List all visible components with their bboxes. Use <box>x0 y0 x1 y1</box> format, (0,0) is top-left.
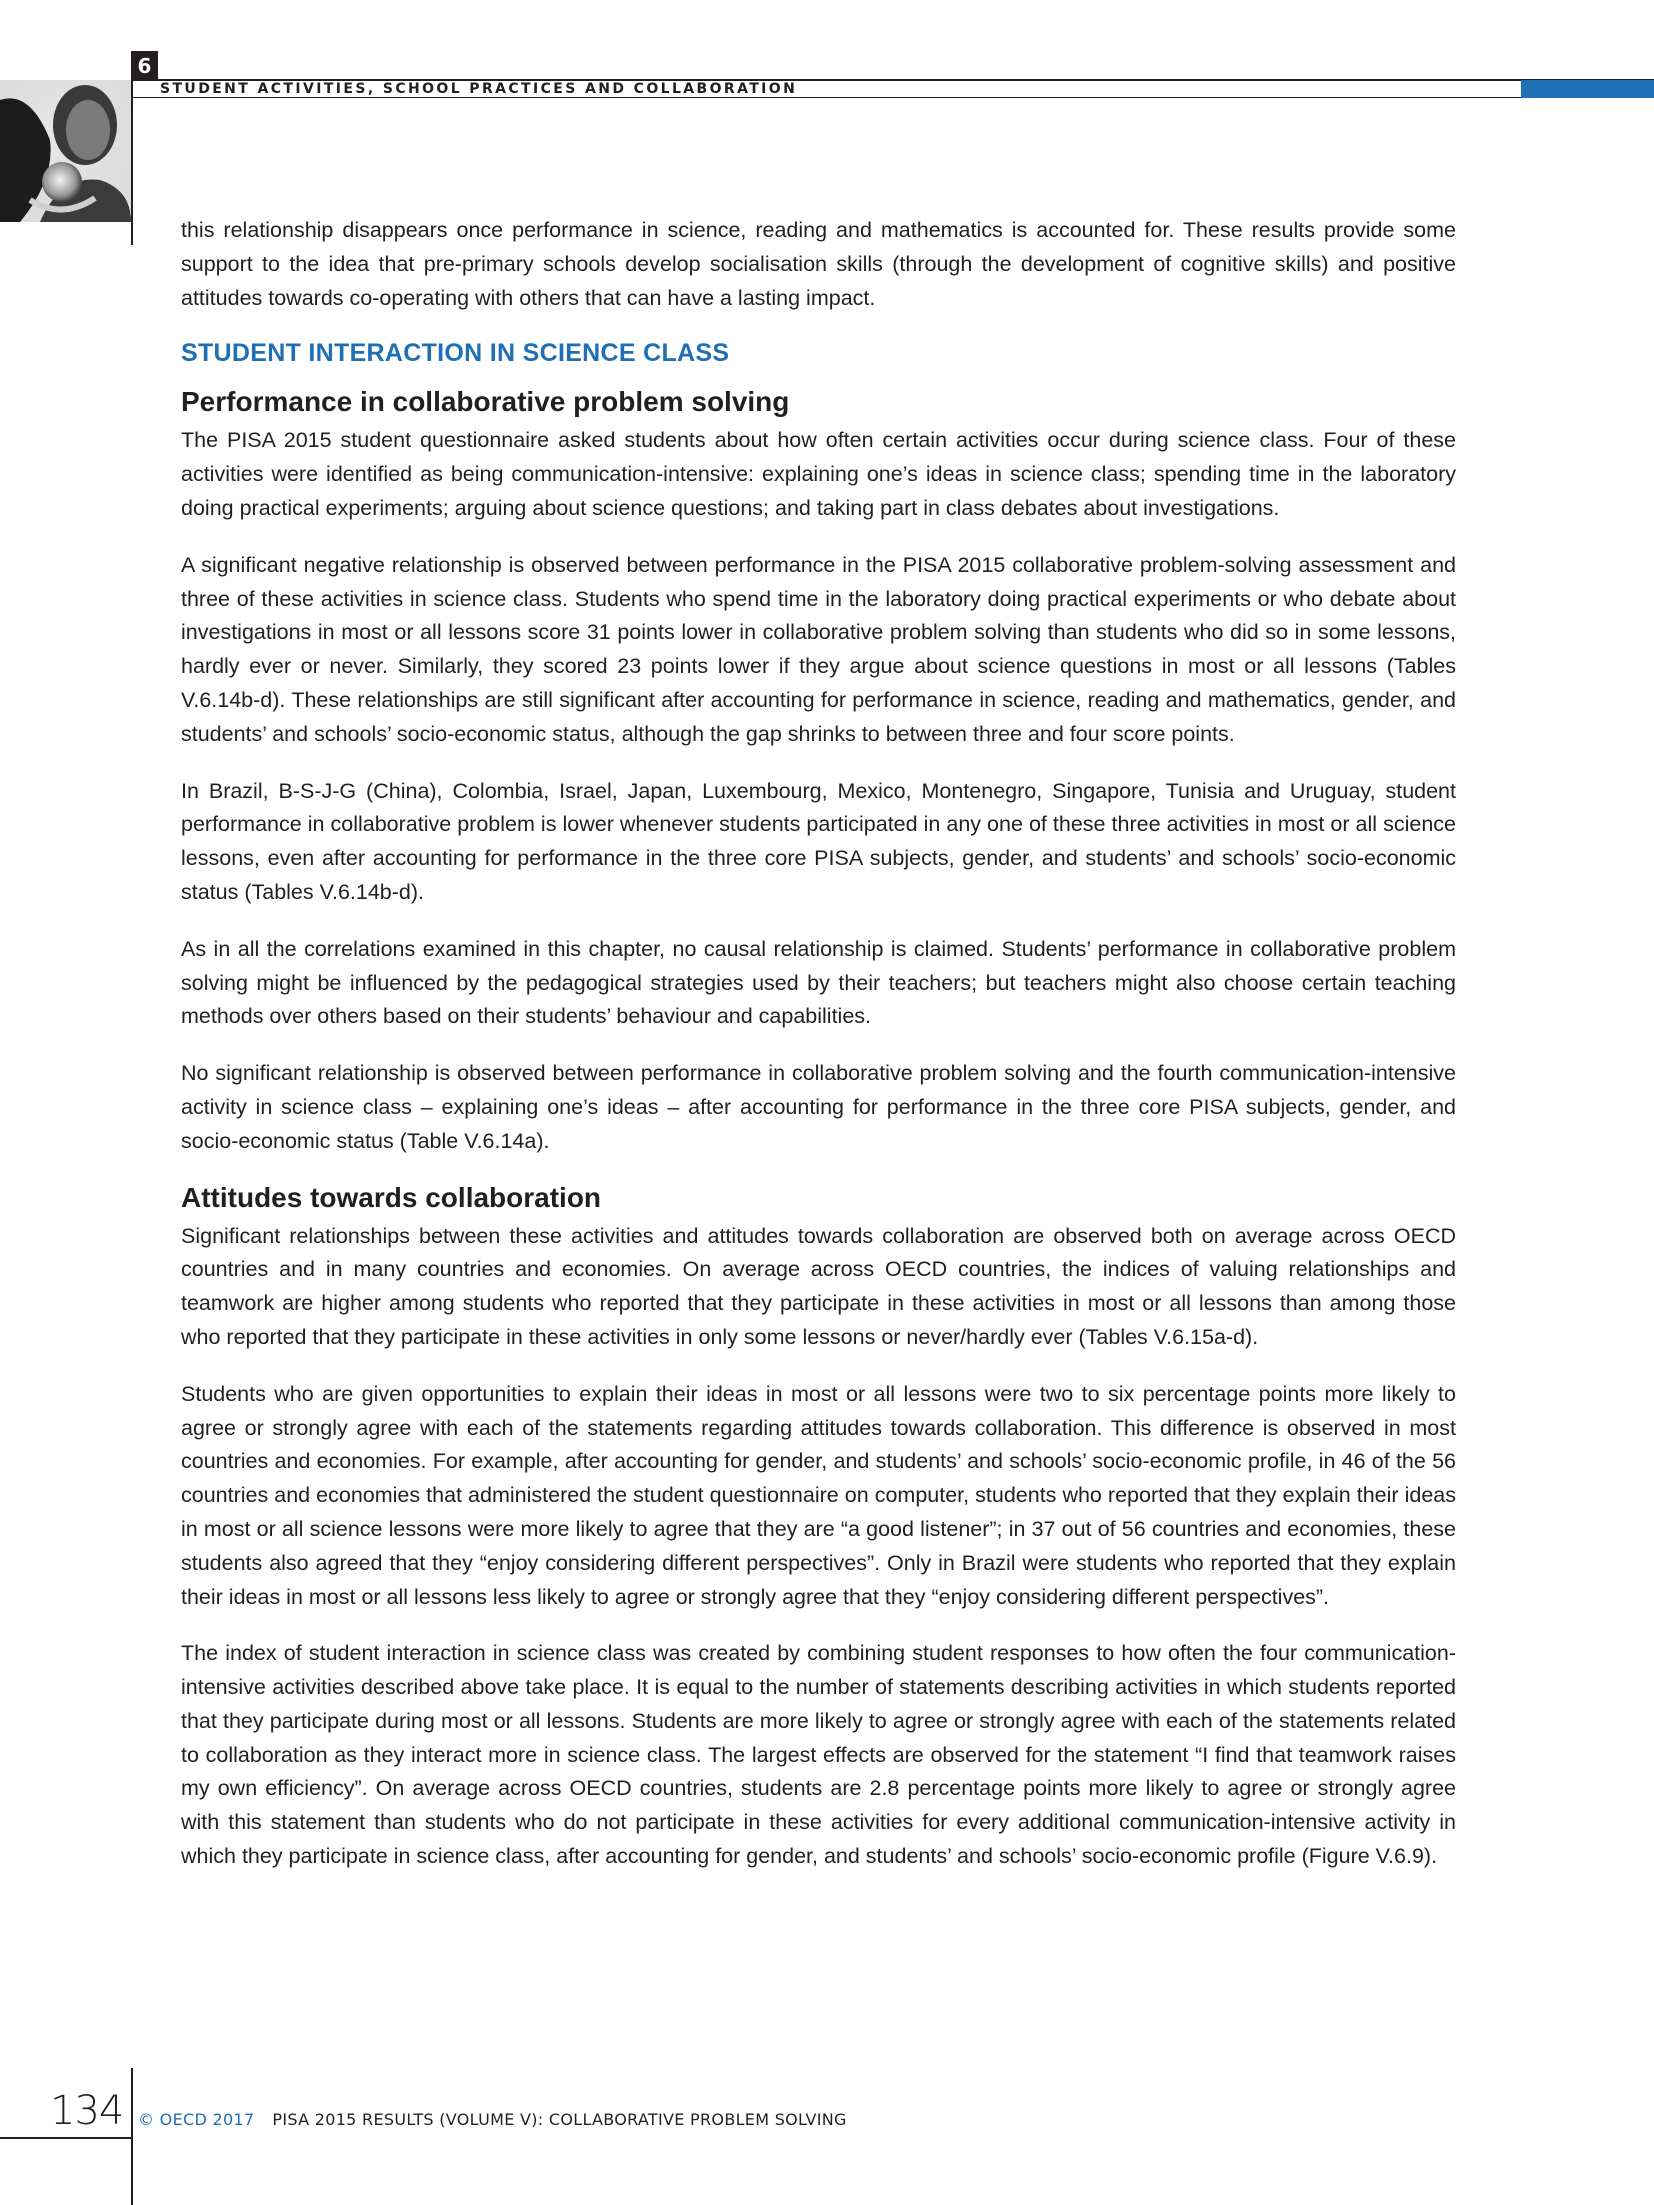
body-paragraph: In Brazil, B-S-J-G (China), Colombia, Israel, Japan, Luxembourg, Mexico, Montenegro, Singapore, Tunisia and Uruguay, student performance in collaborative problem is lower whenever students participated in any one of these three activities in most or all science lessons, even after accounting for performance in the three core PISA subjects, gender, and students’ and schools’ socio-economic status (Tables V.6.14b-d). <box>181 778 1456 904</box>
body-paragraph: Significant relationships between these activities and attitudes towards collaboration are observed both on average across OECD countries and in many countries and economies. On average across OECD countries, the indices of valuing relationships and teamwork are higher among students who reported that they participate in these activities in most or all lessons than among those who reported that they participate in these activities in only some lessons or never/hardly ever (Tables V.6.15a-d). <box>181 1223 1456 1349</box>
body-paragraph: As in all the correlations examined in this chapter, no causal relationship is claimed. Students’ performance in collaborative problem solving might be influenced by the pedagogical strategies used by their teachers; but teachers might also choose certain teaching methods over others based on their students’ behaviour and capabilities. <box>181 936 1456 1029</box>
footer-horizontal-rule <box>0 2137 131 2139</box>
body-paragraph: A significant negative relationship is observed between performance in the PISA 2015 collaborative problem-solving assessment and three of these activities in science class. Students who spend time in the laboratory doing practical experiments or who debate about investigations in most or all lessons score 31 points lower in collaborative problem solving than students who did so in some lessons, hardly ever or never. Similarly, they scored 23 points lower if they argue about science questions in most or all lessons (Tables V.6.14b-d). These relationships are still significant after accounting for performance in science, reading and mathematics, gender, and students’ and schools’ socio-economic status, although the gap shrinks to between three and four score points. <box>181 552 1456 746</box>
footer <box>138 2110 847 2130</box>
copyright: © OECD 2017 <box>138 2110 255 2129</box>
chapter-header-photo <box>0 80 131 222</box>
chapter-number: 6 <box>131 51 158 80</box>
header-rule-bottom <box>131 97 1521 98</box>
subsection-heading-attitudes: Attitudes towards collaboration <box>181 1181 602 1213</box>
body-paragraph: The PISA 2015 student questionnaire asked students about how often certain activities occur during science class. Four of these activities were identified as being communication-intensive: explaining one’s ideas in science class; spending time in the laboratory doing practical experiments; arguing about science questions; and taking part in class debates about investigations. <box>181 428 1456 520</box>
subsection-heading-performance: Performance in collaborative problem solving <box>181 386 790 418</box>
body-paragraph: Students who are given opportunities to explain their ideas in most or all lessons were two to six percentage points more likely to agree or strongly agree with each of the statements regarding attitudes towards collaboration. This difference is observed in most countries and economies. For example, after accounting for gender, and students’ and schools’ socio-economic profile, in 46 of the 56 countries and economies that administered the student questionnaire on computer, students who reported that they explain their ideas in most or all science lessons were more likely to agree that they are “a good listener”; in 37 out of 56 countries and economies, these students also agreed that they “enjoy considering different perspectives”. Only in Brazil were students who reported that they explain their ideas in most or all lessons less likely to agree or strongly agree that they “enjoy considering different perspectives”. <box>181 1381 1456 1609</box>
intro-paragraph: this relationship disappears once performance in science, reading and mathematics is accounted for. These results provide some support to the idea that pre-primary schools develop socialisation skills (through the development of cognitive skills) and positive attitudes towards co-operating with others that can have a lasting impact. <box>181 218 1456 310</box>
header-vertical-rule <box>131 81 133 245</box>
section-heading: STUDENT INTERACTION IN SCIENCE CLASS <box>181 339 730 368</box>
page-body <box>181 214 1456 1897</box>
publication-title: PISA 2015 RESULTS (VOLUME V): COLLABORATIVE PROBLEM SOLVING <box>272 2110 847 2129</box>
page-number: 134 <box>50 2088 124 2134</box>
body-paragraph: No significant relationship is observed between performance in collaborative problem solving and the fourth communication-intensive activity in science class – explaining one’s ideas – after accounting for performance in the three core PISA subjects, gender, and socio-economic status (Table V.6.14a). <box>181 1061 1456 1153</box>
running-head: STUDENT ACTIVITIES, SCHOOL PRACTICES AND COLLABORATION <box>160 81 798 97</box>
body-paragraph: The index of student interaction in science class was created by combining student responses to how often the four communication-intensive activities described above take place. It is equal to the number of statements describing activities in which students reported that they participate during most or all lessons. Students are more likely to agree or strongly agree with each of the statements related to collaboration as they interact more in science class. The largest effects are observed for the statement “I find that teamwork raises my own efficiency”. On average across OECD countries, students are 2.8 percentage points more likely to agree or strongly agree with this statement than students who do not participate in these activities for every additional communication-intensive activity in which they participate in science class, after accounting for gender, and students’ and schools’ socio-economic profile (Figure V.6.9). <box>181 1641 1456 1869</box>
header-accent-bar <box>1521 80 1654 98</box>
footer-vertical-rule <box>131 2068 133 2205</box>
